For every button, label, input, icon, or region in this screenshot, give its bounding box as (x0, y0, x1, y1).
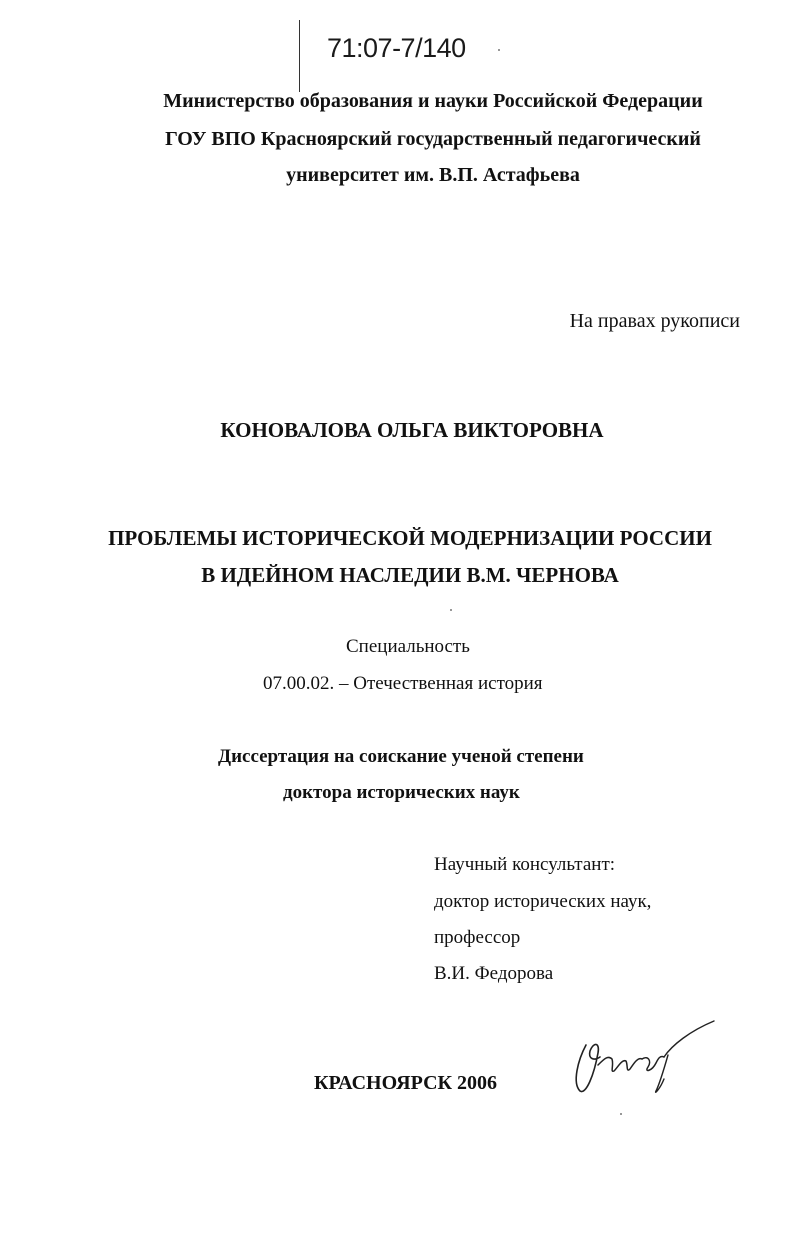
consultant-label: Научный консультант: (434, 854, 616, 875)
dissertation-type-line-1: Диссертация на соискание ученой степени (218, 746, 584, 767)
manuscript-note: На правах рукописи (569, 310, 740, 332)
scan-speck (450, 609, 452, 611)
archive-stamp-code: 71:07-7/140 (327, 33, 466, 63)
specialty-value: 07.00.02. – Отечественная история (263, 673, 543, 694)
institution-line-1: ГОУ ВПО Красноярский государственный педагогический (165, 128, 701, 150)
consultant-degree: доктор исторических наук, (434, 891, 652, 912)
city-year: КРАСНОЯРСК 2006 (314, 1072, 498, 1094)
institution-line-2: университет им. В.П. Астафьева (286, 164, 580, 186)
stamp-vertical-line (299, 20, 300, 92)
author-name: КОНОВАЛОВА ОЛЬГА ВИКТОРОВНА (220, 418, 604, 442)
scan-speck (498, 49, 500, 51)
dissertation-title-line-2: В ИДЕЙНОМ НАСЛЕДИИ В.М. ЧЕРНОВА (201, 563, 619, 587)
consultant-rank: профессор (434, 927, 521, 948)
handwritten-signature (568, 1015, 718, 1100)
consultant-name: В.И. Федорова (434, 963, 554, 984)
scan-speck (620, 1113, 622, 1115)
specialty-label: Специальность (346, 636, 470, 657)
dissertation-type-line-2: доктора исторических наук (283, 782, 520, 803)
ministry-line: Министерство образования и науки Российской Федерации (163, 90, 703, 112)
dissertation-title-line-1: ПРОБЛЕМЫ ИСТОРИЧЕСКОЙ МОДЕРНИЗАЦИИ РОССИИ (108, 526, 712, 550)
